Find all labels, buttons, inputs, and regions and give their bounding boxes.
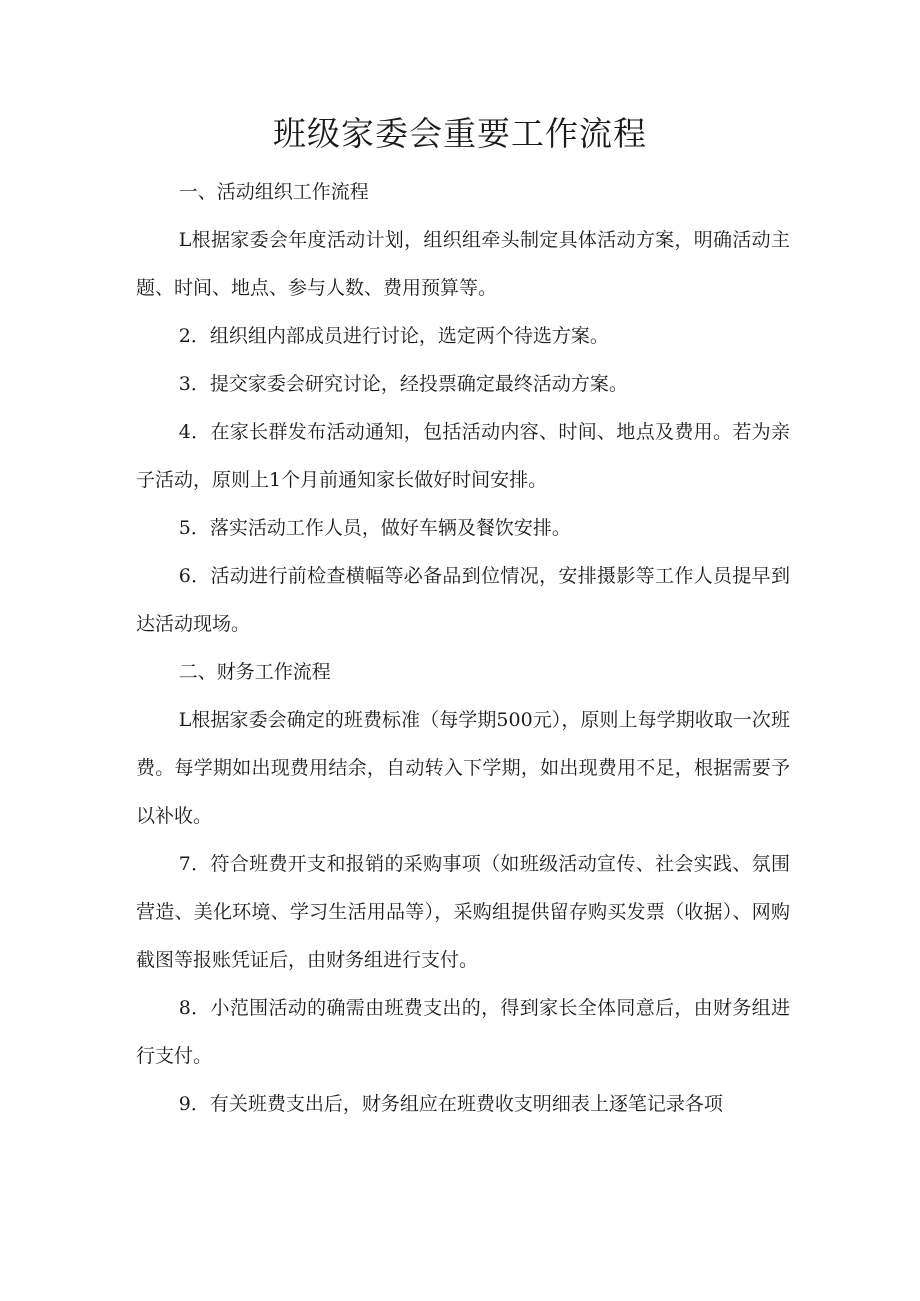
paragraph: 8．小范围活动的确需由班费支出的，得到家长全体同意后，由财务组进行支付。 xyxy=(136,997,790,1067)
paragraph: 7．符合班费开支和报销的采购事项（如班级活动宣传、社会实践、氛围营造、美化环境、学习生活用品等），采购组提供留存购买发票（收据）、网购截图等报账凭证后，由财务组进行支付。 xyxy=(136,853,790,971)
paragraph: 2．组织组内部成员进行讨论，选定两个待选方案。 xyxy=(178,325,609,347)
document-body xyxy=(136,168,790,1128)
paragraph: 3．提交家委会研究讨论，经投票确定最终活动方案。 xyxy=(178,373,628,395)
page-title: 班级家委会重要工作流程 xyxy=(273,114,647,153)
paragraph: 4．在家长群发布活动通知，包括活动内容、时间、地点及费用。若为亲子活动，原则上1个月前通知家长做好时间安排。 xyxy=(136,421,790,491)
paragraph: 9．有关班费支出后，财务组应在班费收支明细表上逐笔记录各项 xyxy=(178,1093,723,1115)
section-heading: 二、财务工作流程 xyxy=(178,661,331,683)
paragraph: L根据家委会年度活动计划，组织组牵头制定具体活动方案，明确活动主题、时间、地点、参与人数、费用预算等。 xyxy=(136,229,790,299)
section-heading: 一、活动组织工作流程 xyxy=(178,181,369,203)
paragraph: 5．落实活动工作人员，做好车辆及餐饮安排。 xyxy=(178,517,571,539)
paragraph: L根据家委会确定的班费标准（每学期500元），原则上每学期收取一次班费。每学期如出现费用结余，自动转入下学期，如出现费用不足，根据需要予以补收。 xyxy=(136,709,790,827)
paragraph: 6．活动进行前检查横幅等必备品到位情况，安排摄影等工作人员提早到达活动现场。 xyxy=(136,565,790,635)
